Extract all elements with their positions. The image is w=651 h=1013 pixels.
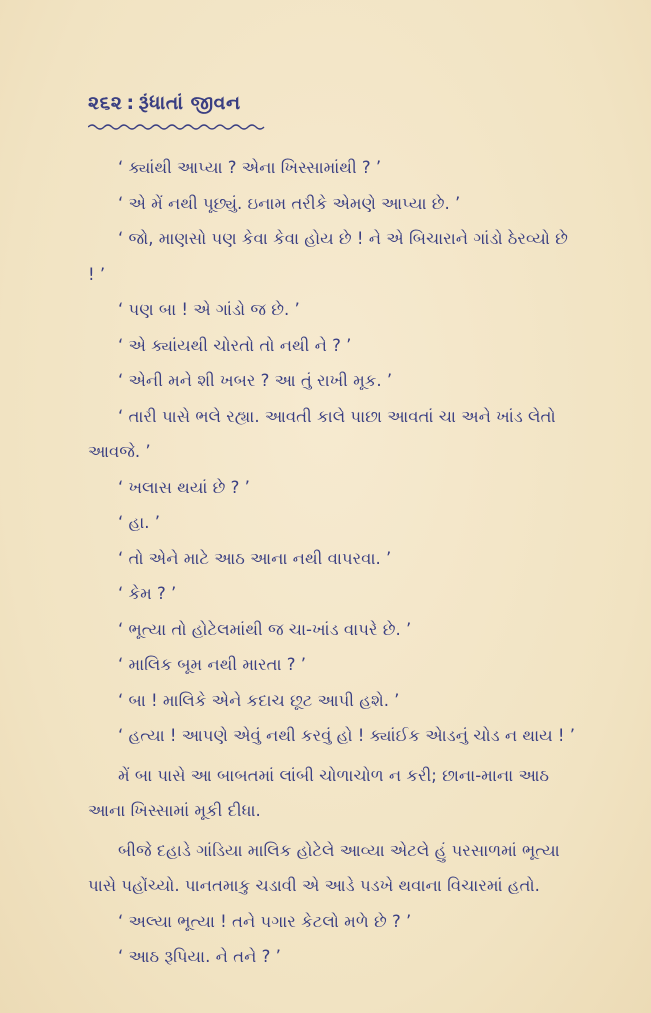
book-title: રૂંધાતાં જીવન xyxy=(138,92,241,114)
paragraph-dialogue: ‘ તો એને માટે આઠ આના નથી વાપરવા. ’ xyxy=(118,548,392,568)
paragraph-dialogue: ‘ હા. ’ xyxy=(118,513,160,532)
paragraph-dialogue: ‘ પણ બા ! એ ગાંડો જ છે. ’ xyxy=(118,300,300,319)
paragraph-dialogue: ‘ અલ્યા ભૂત્યા ! તને પગાર કેટલો મળે છે ? ’ xyxy=(118,911,412,931)
running-header xyxy=(88,92,241,114)
paragraph-narration: બીજે દહાડે ગાંડિયા માલિક હોટેલે આવ્યા એટલે હું પરસાળમાં ભૂત્યા પાસે પહોંચ્યો. પાનતમાકુ ચડાવી એ આડે પડખે થવાના વિચારમાં હતો. xyxy=(88,840,560,895)
paragraph-dialogue: ‘ ખલાસ થયાં છે ? ’ xyxy=(118,477,250,497)
paragraph-dialogue: ‘ એ મેં નથી પૂછ્યું. ઇનામ તરીકે એમણે આપ્યા છે. ’ xyxy=(118,193,461,213)
paragraph-dialogue: ‘ હત્યા ! આપણે એવું નથી કરવું હો ! ક્યાંઈક એાડનું ચોડ ન થાય ! ’ xyxy=(118,726,575,745)
paragraph-dialogue: ‘ ભૂત્યા તો હોટેલમાંથી જ ચા-ખાંડ વાપરે છે. ’ xyxy=(118,619,412,639)
paragraph-dialogue: ‘ કેમ ? ’ xyxy=(118,584,177,603)
paragraph-narration: મેં બા પાસે આ બાબતમાં લાંબી ચોળાચોળ ન કરી; છાના-માના આઠ આના ખિસ્સામાં મૂકી દીધા. xyxy=(88,765,550,820)
paragraph-dialogue: ‘ ક્યાંથી આપ્યા ? એના ખિસ્સામાંથી ? ’ xyxy=(118,158,382,177)
page-number: ૨૬૨ xyxy=(88,92,123,114)
paragraph-dialogue: ‘ બા ! માલિકે એને કદાચ છૂટ આપી હશે. ’ xyxy=(118,690,400,710)
body-text xyxy=(88,150,578,975)
header-ornament-squiggle xyxy=(88,122,268,132)
paragraph-dialogue: ‘ માલિક બૂમ નથી મારતા ? ’ xyxy=(118,655,307,674)
header-separator: : xyxy=(126,92,135,114)
paragraph-dialogue: ‘ એ ક્યાંયથી ચોરતો તો નથી ને ? ’ xyxy=(118,335,352,355)
paragraph-dialogue: ‘ એની મને શી ખબર ? આ તું રાખી મૂક. ’ xyxy=(118,371,393,390)
paragraph-dialogue: ‘ આઠ રૂપિયા. ને તને ? ’ xyxy=(118,947,281,966)
paragraph-dialogue: ‘ જો, માણસો પણ કેવા કેવા હોય છે ! ને એ બિચારાને ગાંડો ઠેરવ્યો છે ! ’ xyxy=(88,229,568,284)
paragraph-dialogue: ‘ તારી પાસે ભલે રહ્યા. આવતી કાલે પાછા આવતાં ચા અને ખાંડ લેતો આવજે. ’ xyxy=(88,406,556,461)
